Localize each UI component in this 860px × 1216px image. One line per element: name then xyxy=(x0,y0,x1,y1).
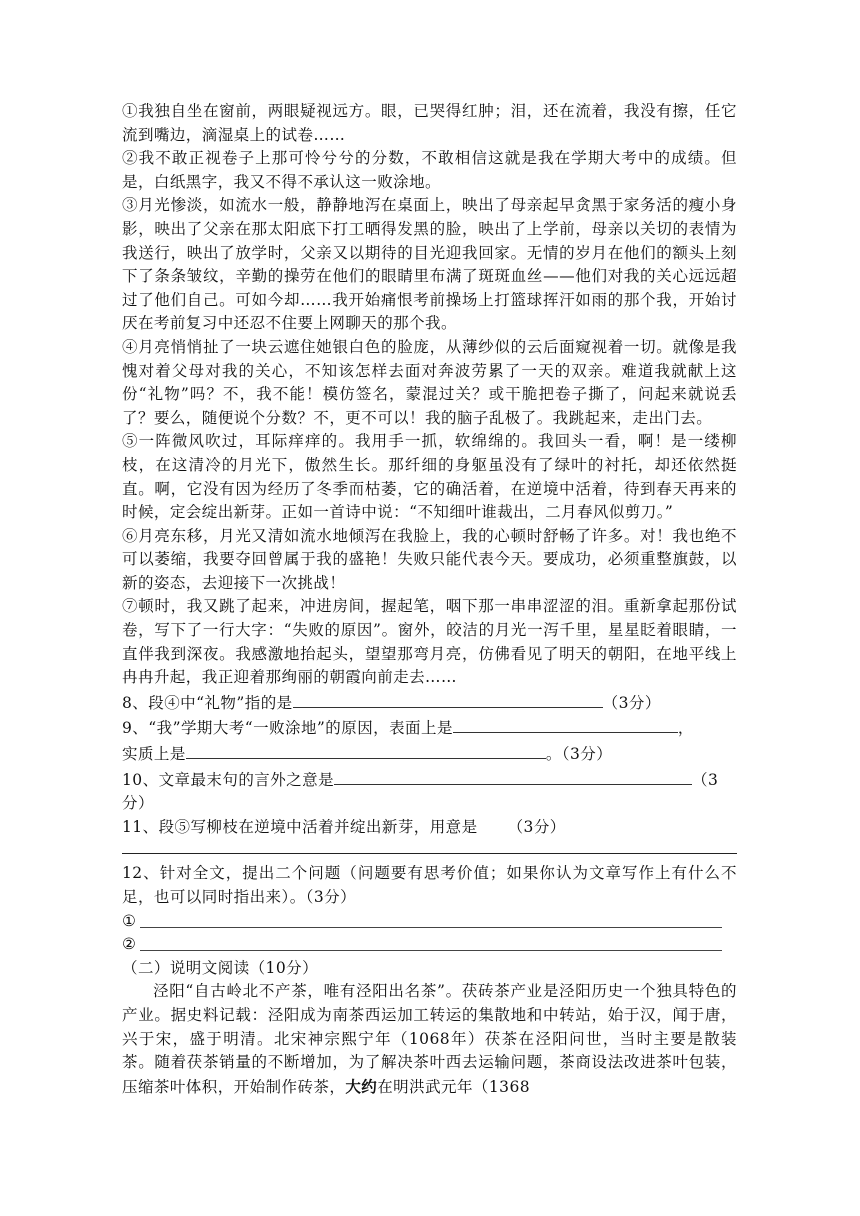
question-9-line2 xyxy=(122,741,737,767)
question-12: 12、针对全文，提出二个问题（问题要有思考价值；如果你认为文章写作上有什么不足，也可以同时指出来）。（3分） xyxy=(122,864,737,906)
question-9-score: 。（3分） xyxy=(545,745,613,764)
section-2-heading: （二）说明文阅读（10分） xyxy=(122,958,319,977)
question-11 xyxy=(122,816,737,840)
answer-blank-8[interactable] xyxy=(293,690,603,708)
answer-marker-2: ② xyxy=(122,935,137,954)
question-9-line2-text: 实质上是 xyxy=(122,745,186,764)
answer-line-12-2[interactable] xyxy=(122,933,737,957)
answer-line-11[interactable] xyxy=(122,839,737,854)
question-8-text: 8、段④中“礼物”指的是 xyxy=(122,693,293,712)
paragraph-3: ③月光惨淡，如流水一般，静静地泻在桌面上，映出了母亲起早贪黑于家务活的瘦小身影，映出了父亲在那太阳底下打工晒得发黑的脸，映出了上学前，母亲以关切的表情为我送行，映出了放学时，父亲又以期待的目光迎我回家。无情的岁月在他们的额头上刻下了条条皱纹，辛勤的操劳在他们的眼睛里布满了斑斑血丝——他们对我的关心远远超过了他们自己。可如今却……我开始痛恨考前操场上打篮球挥汗如雨的那个我，开始讨厌在考前复习中还忍不住要上网聊天的那个我。 xyxy=(122,196,737,333)
answer-blank-9b[interactable] xyxy=(186,741,546,759)
question-10-score-a: （3 xyxy=(692,770,719,789)
question-10-score-b: 分） xyxy=(122,794,154,813)
paragraph-4: ④月亮悄悄扯了一块云遮住她银白色的脸庞，从薄纱似的云后面窥视着一切。就像是我愧对着父母对我的关心，不知该怎样去面对奔波劳累了一天的双亲。难道我就献上这份“礼物”吗？不，我不能！模仿签名，蒙混过关？或干脆把卷子撕了，问起来就说丢了？要么，随便说个分数？不，更不可以！我的脑子乱极了。我跳起来，走出门去。 xyxy=(122,337,737,427)
question-9-comma: ， xyxy=(677,719,694,738)
paragraph-1: ①我独自坐在窗前，两眼疑视远方。眼，已哭得红肿；泪，还在流着，我没有擦，任它流到嘴边，滴湿桌上的试卷…… xyxy=(122,102,737,144)
question-8 xyxy=(122,690,737,716)
answer-blank-10[interactable] xyxy=(334,767,692,785)
question-9-text: 9、“我”学期大考“一败涂地”的原因，表面上是 xyxy=(122,719,453,738)
answer-marker-1: ① xyxy=(122,911,137,930)
question-8-score: （3分） xyxy=(602,693,661,712)
paragraph-7: ⑦顿时，我又跳了起来，冲进房间，握起笔，咽下那一串串涩涩的泪。重新拿起那份试卷，写下了一行大字：“失败的原因”。窗外，皎洁的月光一泻千里，星星眨着眼睛，一直伴我到深夜。我感激地抬起头，望望那弯月亮，仿佛看见了明天的朝阳，在地平线上冉冉升起，我正迎着那绚丽的朝霞向前走去…… xyxy=(122,597,737,687)
question-10-line2 xyxy=(122,792,737,816)
section-2-text-end: 在明洪武元年（1368 xyxy=(377,1077,531,1096)
section-2-bold-word: 大约 xyxy=(345,1076,378,1096)
answer-blank-9a[interactable] xyxy=(453,715,678,733)
exam-page xyxy=(122,100,737,1099)
question-9 xyxy=(122,715,737,741)
question-10-text: 10、文章最末句的言外之意是 xyxy=(122,770,335,789)
paragraph-2: ②我不敢正视卷子上那可怜兮兮的分数，不敢相信这就是我在学期大考中的成绩。但是，白纸黑字，我又不得不承认这一败涂地。 xyxy=(122,149,737,191)
question-11-score: （3分） xyxy=(507,817,566,836)
paragraph-5: ⑤一阵微风吹过，耳际痒痒的。我用手一抓，软绵绵的。我回头一看，啊！是一缕柳枝，在这清冷的月光下，傲然生长。那纤细的身躯虽没有了绿叶的衬托，却还依然挺直。啊，它没有因为经历了冬季而枯萎，它的确活着，在逆境中活着，待到春天再来的时候，定会绽出新芽。正如一首诗中说：“不知细叶谁裁出，二月春风似剪刀。” xyxy=(122,432,737,522)
section-2-body xyxy=(122,980,737,1099)
section-2-text: 泾阳“自古岭北不产茶，唯有泾阳出名茶”。茯砖茶产业是泾阳历史一个独具特色的产业。据史料记载：泾阳成为南茶西运加工转运的集散地和中转站，始于汉，闻于唐，兴于宋，盛于明清。北宋神宗熙宁年（1068年）茯茶在泾阳问世，当时主要是散装茶。随着茯茶销量的不断增加，为了解决茶叶西去运输问题，茶商设法改进茶叶包装，压缩茶叶体积，开始制作砖茶， xyxy=(122,982,737,1096)
question-10 xyxy=(122,767,737,793)
paragraph-6: ⑥月亮东移，月光又清如流水地倾泻在我脸上，我的心顿时舒畅了许多。对！我也绝不可以萎缩，我要夺回曾属于我的盛艳！失败只能代表今天。要成功，必须重整旗鼓，以新的姿态，去迎接下一次挑战！ xyxy=(122,526,737,592)
question-11-text: 11、段⑤写柳枝在逆境中活着并绽出新芽，用意是 xyxy=(122,817,478,836)
answer-line-12-1[interactable] xyxy=(122,910,737,934)
